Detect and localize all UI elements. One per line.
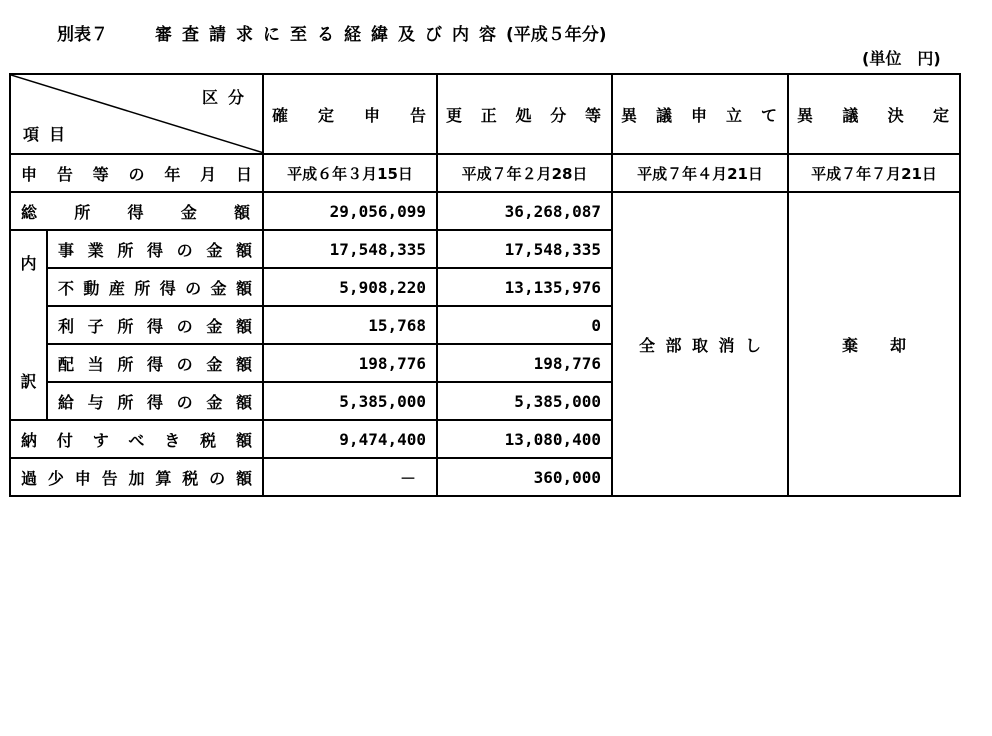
header-correction: 更正処分等 bbox=[437, 74, 612, 154]
date-cell: 平成７年４月21日 bbox=[612, 154, 788, 192]
value-cell: 198,776 bbox=[437, 344, 612, 382]
title-year: (平成５年分) bbox=[506, 25, 607, 45]
value-cell: 13,080,400 bbox=[437, 420, 612, 458]
document-title bbox=[155, 20, 607, 45]
value-cell: 5,908,220 bbox=[263, 268, 437, 306]
value-cell: 198,776 bbox=[263, 344, 437, 382]
tax-due-label: 納付すべき税額 bbox=[10, 420, 263, 458]
date-cell: 平成６年３月15日 bbox=[263, 154, 437, 192]
value-cell: 9,474,400 bbox=[263, 420, 437, 458]
date-row bbox=[10, 154, 960, 192]
header-objection: 異議申立て bbox=[612, 74, 788, 154]
decision-result: 棄 却 bbox=[788, 192, 960, 496]
date-cell: 平成７年２月28日 bbox=[437, 154, 612, 192]
breakdown-label bbox=[10, 230, 47, 420]
unit-label: (単位 円) bbox=[862, 49, 941, 68]
value-cell: 29,056,099 bbox=[263, 192, 437, 230]
header-decision: 異議決定 bbox=[788, 74, 960, 154]
penalty-label: 過少申告加算税の額 bbox=[10, 458, 263, 496]
value-cell: 5,385,000 bbox=[437, 382, 612, 420]
total-income-row bbox=[10, 192, 960, 230]
title-text: 審査請求に至る経緯及び内容 bbox=[155, 25, 506, 45]
breakdown-label-top: 内 bbox=[20, 254, 37, 273]
table-number: 別表７ bbox=[57, 25, 108, 45]
header-final-return: 確定申告 bbox=[263, 74, 437, 154]
value-cell: － bbox=[263, 458, 437, 496]
value-cell: 0 bbox=[437, 306, 612, 344]
total-income-label: 総所得金額 bbox=[10, 192, 263, 230]
header-row bbox=[10, 74, 960, 154]
breakdown-item-label: 配当所得の金額 bbox=[47, 344, 263, 382]
value-cell: 17,548,335 bbox=[263, 230, 437, 268]
corner-cell bbox=[10, 74, 263, 154]
breakdown-item-label: 不動産所得の金額 bbox=[47, 268, 263, 306]
value-cell: 17,548,335 bbox=[437, 230, 612, 268]
value-cell: 5,385,000 bbox=[263, 382, 437, 420]
value-cell: 360,000 bbox=[437, 458, 612, 496]
appeal-history-table bbox=[9, 73, 961, 497]
breakdown-item-label: 給与所得の金額 bbox=[47, 382, 263, 420]
breakdown-item-label: 利子所得の金額 bbox=[47, 306, 263, 344]
date-cell: 平成７年７月21日 bbox=[788, 154, 960, 192]
date-row-label: 申告等の年月日 bbox=[10, 154, 263, 192]
value-cell: 15,768 bbox=[263, 306, 437, 344]
breakdown-item-label: 事業所得の金額 bbox=[47, 230, 263, 268]
breakdown-label-bottom: 訳 bbox=[20, 372, 37, 391]
value-cell: 13,135,976 bbox=[437, 268, 612, 306]
objection-result: 全部取消し bbox=[612, 192, 788, 496]
corner-label-item: 項目 bbox=[23, 125, 76, 144]
corner-label-category: 区分 bbox=[201, 88, 254, 107]
value-cell: 36,268,087 bbox=[437, 192, 612, 230]
